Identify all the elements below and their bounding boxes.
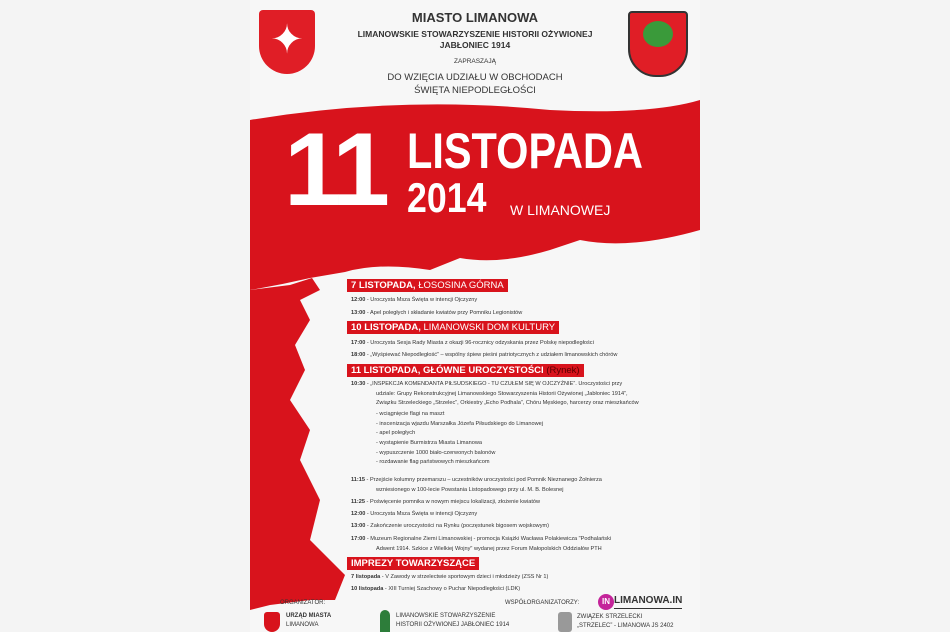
polish-eagle-emblem: ✦	[259, 10, 315, 74]
brand-in-badge: IN	[598, 594, 614, 610]
title-month: LISTOPADA	[407, 123, 643, 179]
schedule-item: - rozdawanie flag państwowych mieszkańcom	[376, 459, 490, 465]
schedule-item: 18:00 - „Wyśpiewać Niepodległość” – wspólny śpiew pieśni patriotycznych z udziałem limanowskich chórów	[351, 352, 618, 358]
section-header: 11 LISTOPADA, GŁÓWNE UROCZYSTOŚCI (Rynek)	[347, 364, 584, 377]
title-place: W LIMANOWEJ	[510, 202, 611, 218]
header-association-2: JABŁONIEC 1914	[439, 40, 511, 50]
coorganizer-1a: LIMANOWSKIE STOWARZYSZENIE	[396, 613, 496, 619]
schedule-item: 13:00 - Apel poległych i składanie kwiatów przy Pomniku Legionistów	[351, 310, 523, 316]
header-purpose-1: DO WZIĘCIA UDZIAŁU W OBCHODACH	[387, 72, 563, 83]
poster	[250, 0, 700, 632]
schedule-item: 17:00 - Muzeum Regionalne Ziemi Limanowskiej - promocja Książki Wacława Polakiewicza "Podhalański	[351, 536, 612, 542]
title-day: 11	[284, 112, 386, 228]
limanowa-in-logo	[598, 594, 682, 610]
schedule-item: 17:00 - Uroczysta Sesja Rady Miasta z okazji 96-rocznicy odzyskania przez Polskę niepodległości	[351, 340, 594, 346]
schedule-item: 10:30 - „INSPEKCJA KOMENDANTA PIŁSUDSKIEGO - TU CZUŁEM SIĘ W OJCZYŹNIE”. Uroczystości przy	[351, 381, 623, 387]
schedule-item: Związku Strzeleckiego „Strzelec”, Orkiestry „Echo Podhala”, Chóru Męskiego, harcerzy oraz mieszkańców	[376, 400, 639, 406]
tower-logo-icon	[380, 610, 390, 632]
schedule-item: 13:00 - Zakończenie uroczystości na Rynku (poczęstunek bigosem wojskowym)	[351, 523, 550, 529]
brand-text: LIMANOWA.IN	[614, 594, 682, 609]
title-year: 2014	[407, 174, 487, 221]
coorganizers-label: WSPÓŁORGANIZATORZY:	[505, 600, 580, 606]
organizer-name-1: URZĄD MIASTA	[286, 613, 332, 619]
schedule-item: - wystąpienie Burmistrza Miasta Limanowa	[376, 440, 483, 446]
section-header: IMPREZY TOWARZYSZĄCE	[347, 557, 479, 570]
schedule-item: 12:00 - Uroczysta Msza Święta w intencji Ojczyzny	[351, 511, 478, 517]
schedule-item: - wypuszczenie 1000 biało-czerwonych balonów	[376, 450, 496, 456]
header-association: LIMANOWSKIE STOWARZYSZENIE HISTORII OŻYWIONEJ	[357, 29, 593, 39]
organizer-name-2: LIMANOWA	[286, 622, 319, 628]
schedule-item: 11:25 - Poświęcenie pomnika w nowym miejscu lokalizacji, złożenie kwiatów	[351, 499, 541, 505]
header-purpose-2: ŚWIĘTA NIEPODLEGŁOŚCI	[414, 85, 536, 96]
schedule-item: - inscenizacja wjazdu Marszałka Józefa Piłsudskiego do Limanowej	[376, 421, 543, 427]
limanowa-logo-icon	[264, 612, 280, 632]
header-invite: ZAPRASZAJĄ	[454, 58, 496, 65]
section-header: 10 LISTOPADA, LIMANOWSKI DOM KULTURY	[347, 321, 559, 334]
coorganizer-1b: HISTORII OŻYWIONEJ JABŁONIEC 1914	[396, 622, 510, 628]
schedule-item: - apel poległych	[376, 430, 416, 436]
schedule-item: - wciągnięcie flagi na maszt	[376, 411, 445, 417]
strzelec-eagle-icon	[558, 612, 572, 632]
organizer-label: ORGANIZATOR:	[280, 600, 326, 606]
schedule-item: 7 listopada - V Zawody w strzelectwie sportowym dzieci i młodzieży (ZSS Nr 1)	[351, 574, 549, 580]
coorganizer-2b: „STRZELEC” - LIMANOWA JS 2402	[577, 623, 674, 629]
poland-map	[250, 278, 345, 610]
schedule-item: 10 listopada - XIII Turniej Szachowy o Puchar Niepodległości (LDK)	[351, 586, 521, 592]
schedule-item: 11:15 - Przejście kolumny przemarszu – uczestników uroczystości pod Pomnik Nieznanego Żołnierza	[351, 477, 602, 483]
schedule-item: udziale: Grupy Rekonstrukcyjnej Limanowskiego Stowarzyszenia Historii Ożywionej „Jabłoniec 1914”,	[376, 391, 628, 397]
coorganizer-2a: ZWIĄZEK STRZELECKI	[577, 614, 643, 620]
schedule-item: wzniesionego w 100-lecie Powstania Listopadowego przy ul. M. B. Bolesnej	[376, 487, 564, 493]
header-city: MIASTO LIMANOWA	[411, 10, 539, 25]
schedule-item: 12:00 - Uroczysta Msza Święta w intencji Ojczyzny	[351, 297, 478, 303]
schedule-item: Adwent 1914. Szkice z Wielkiej Wojny" wydanej przez Forum Małopolskich Oddziałów PTH	[376, 546, 602, 552]
section-header: 7 LISTOPADA, ŁOSOSINA GÓRNA	[347, 279, 508, 292]
